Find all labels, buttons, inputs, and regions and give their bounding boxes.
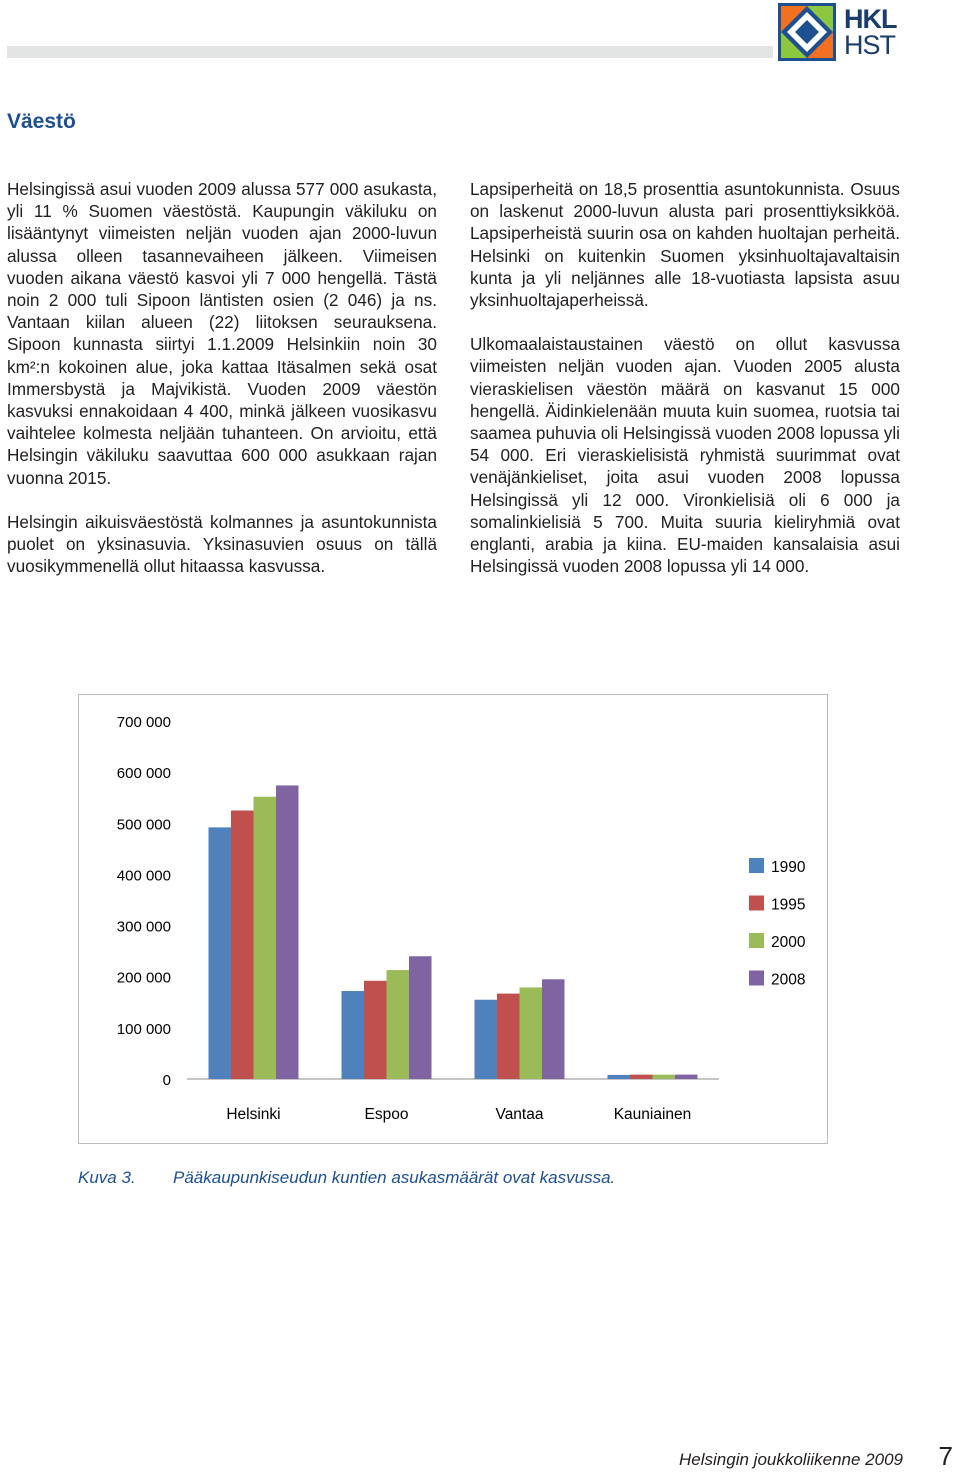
right-paragraph-2: Ulkomaalaistaustainen väestö on ollut kasvussa viimeisten neljän vuoden ajan. Vuoden 2005 alusta vieraskielisen väestön määrä on kasvanut 15 000 hengellä. Äidinkielenään muuta kuin suomea, ruotsia tai saamea puhuvia oli Helsingissä vuoden 2008 lopussa yli 54 000. Eri vieraskielisistä ryhmistä suurimmat ovat venäjänkieliset, joita asui vuoden 2008 lopussa Helsingissä yli 12 000. Vironkielisiä oli 6 000 ja somalinkielisiä 5 700. Muita suuria kieliryhmiä ovat englanti, arabia ja kiina. EU-maiden kansalaisia asui Helsingissä vuoden 2008 lopussa yli 14 000. (470, 334, 900, 577)
bar (342, 991, 365, 1079)
y-tick-label: 400 000 (116, 867, 171, 885)
x-category-label: Kauniainen (613, 1106, 692, 1123)
logo-text-hst: HST (844, 30, 895, 60)
bar (387, 970, 410, 1079)
legend-swatch (749, 933, 764, 948)
left-text-column (7, 178, 437, 599)
bar (475, 1000, 498, 1079)
section-title: Väestö (7, 110, 76, 133)
x-category-label: Espoo (364, 1106, 409, 1123)
right-paragraph-1: Lapsiperheitä on 18,5 prosenttia asuntokunnista. Osuus on laskenut 2000-luvun alusta pari prosenttiyksikköä. Lapsiperheistä suurin osa on kahden huoltajan perheitä. Helsinki on kuitenkin Suomen yksinhuoltajavaltaisin kunta ja yli neljännes alle 18-vuotiasta lapsista asuu yksinhuoltajaperheissä. (470, 179, 900, 311)
bar (409, 956, 432, 1079)
right-text-column (470, 178, 900, 599)
bar (520, 987, 543, 1079)
bar (630, 1075, 653, 1079)
bar (254, 797, 277, 1079)
y-tick-label: 600 000 (116, 765, 171, 783)
hkl-logo-mark-icon (777, 2, 839, 62)
bar (542, 979, 565, 1079)
population-bar-chart-svg (79, 695, 829, 1145)
bar (364, 981, 387, 1079)
y-tick-label: 0 (162, 1072, 171, 1089)
legend-swatch (749, 896, 764, 911)
legend-swatch (749, 858, 764, 873)
x-category-label: Vantaa (495, 1106, 544, 1123)
legend-label: 2000 (771, 934, 806, 951)
y-tick-label: 700 000 (116, 714, 171, 731)
population-chart (78, 694, 828, 1144)
figure-label: Kuva 3. (78, 1168, 136, 1187)
legend-swatch (749, 971, 764, 986)
bar (231, 811, 254, 1080)
bar (608, 1075, 631, 1079)
footer-publication-title: Helsingin joukkoliikenne 2009 (679, 1450, 903, 1469)
legend-label: 2008 (771, 971, 806, 989)
left-paragraph-2: Helsingin aikuisväestöstä kolmannes ja asuntokunnista puolet on yksinasuvia. Yksinasuvien osuus on tällä vuosikymmenellä ollut hitaassa kasvussa. (7, 511, 437, 577)
y-tick-label: 100 000 (116, 1020, 171, 1038)
y-tick-label: 300 000 (116, 918, 171, 936)
header-rule (7, 46, 773, 58)
bar (653, 1075, 676, 1079)
hkl-hst-logo (777, 2, 907, 62)
bar (497, 994, 520, 1079)
x-category-label: Helsinki (226, 1106, 281, 1123)
legend-label: 1995 (771, 896, 806, 914)
bar (209, 827, 232, 1079)
legend-label: 1990 (771, 859, 806, 876)
y-tick-label: 200 000 (116, 969, 171, 987)
bar (276, 785, 299, 1079)
y-tick-label: 500 000 (116, 816, 171, 834)
bar (675, 1075, 698, 1079)
logo-text-hkl: HKL (844, 4, 897, 34)
page-number: 7 (938, 1441, 953, 1471)
figure-caption: Pääkaupunkiseudun kuntien asukasmäärät ovat kasvussa. (173, 1168, 616, 1187)
left-paragraph-1: Helsingissä asui vuoden 2009 alussa 577 000 asukasta, yli 11 % Suomen väestöstä. Kaupungin väkiluku on lisääntynyt viimeisten neljän vuoden ajan 2000-luvun alussa olleen tasannevaiheen jälkeen. Viimeisen vuoden aikana väestö kasvoi yli 7 000 hengellä. Tästä noin 2 000 tuli Sipoon läntisten osien (2 046) ja ns. Vantaan kiilan alueen (22) liitoksen seurauksena. Sipoon kunnasta siirtyi 1.1.2009 Helsinkiin noin 30 km²:n kokoinen alue, joka kattaa Itäsalmen sekä osat Immersbystä ja Majvikistä. Vuoden 2009 väestön kasvuksi ennakoidaan 4 400, minkä jälkeen vuosikasvu vaihtelee kolmesta neljään tuhanteen. On arvioitu, että Helsingin väkiluku saavuttaa 600 000 asukkaan rajan vuonna 2015. (7, 179, 437, 488)
